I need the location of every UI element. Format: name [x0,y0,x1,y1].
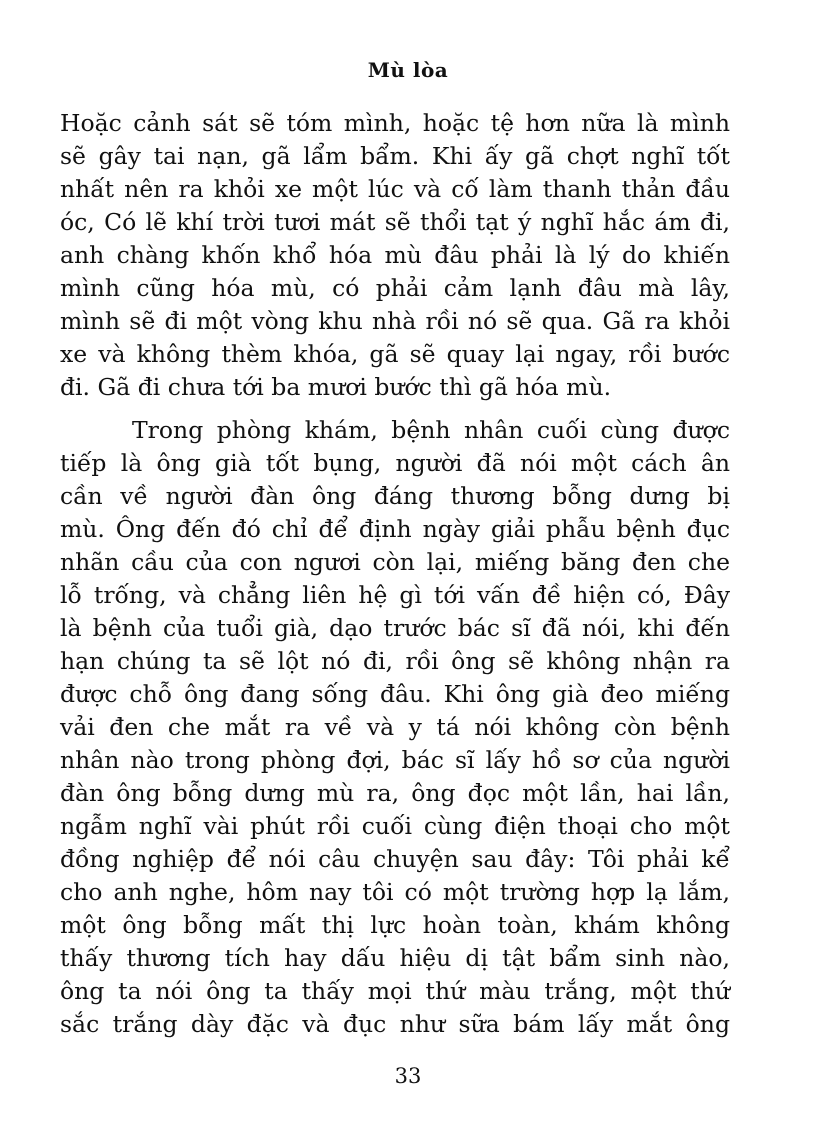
text-line: là bệnh của tuổi già, dạo trước bác sĩ đã nói, khi đến [60,614,730,642]
text-line: ông ta nói ông ta thấy mọi thứ màu trắng, một thứ [60,977,730,1005]
text-line: đàn ông bỗng dưng mù ra, ông đọc một lần, hai lần, [60,779,730,807]
text-line: đồng nghiệp để nói câu chuyện sau đây: Tôi phải kể [60,845,730,873]
text-line: vải đen che mắt ra về và y tá nói không còn bệnh [60,713,730,741]
text-line: nhất nên ra khỏi xe một lúc và cố làm thanh thản đầu [60,175,730,203]
text-line: óc, Có lẽ khí trời tươi mát sẽ thổi tạt ý nghĩ hắc ám đi, [60,208,730,236]
text-line: nhãn cầu của con ngươi còn lại, miếng băng đen che [60,548,730,576]
text-line: xe và không thèm khóa, gã sẽ quay lại ngay, rồi bước [60,340,730,368]
body-text [60,107,730,1041]
text-line: thấy thương tích hay dấu hiệu dị tật bẩm sinh nào, [60,944,730,972]
text-line: mình sẽ đi một vòng khu nhà rồi nó sẽ qua. Gã ra khỏi [60,307,730,335]
text-line: cho anh nghe, hôm nay tôi có một trường hợp lạ lắm, [60,878,730,906]
text-line: ngẫm nghĩ vài phút rồi cuối cùng điện thoại cho một [60,812,730,840]
text-line: sắc trắng dày đặc và đục như sữa bám lấy mắt ông [60,1010,730,1038]
text-line: mù. Ông đến đó chỉ để định ngày giải phẫu bệnh đục [60,515,730,543]
text-line: lỗ trống, và chẳng liên hệ gì tới vấn đề hiện có, Đây [60,581,730,609]
text-line: nhân nào trong phòng đợi, bác sĩ lấy hồ sơ của người [60,746,730,774]
text-line: một ông bỗng mất thị lực hoàn toàn, khám không [60,911,730,939]
paragraph-2 [60,414,730,1041]
text-line: anh chàng khốn khổ hóa mù đâu phải là lý do khiến [60,241,730,269]
text-line: Trong phòng khám, bệnh nhân cuối cùng được [132,416,730,444]
text-line: mình cũng hóa mù, có phải cảm lạnh đâu mà lây, [60,274,730,302]
text-line: hạn chúng ta sẽ lột nó đi, rồi ông sẽ không nhận ra [60,647,730,675]
paragraph-1 [60,107,730,404]
text-line: sẽ gây tai nạn, gã lẩm bẩm. Khi ấy gã chợt nghĩ tốt [60,142,730,170]
page-number: 33 [394,1064,422,1088]
text-line: tiếp là ông già tốt bụng, người đã nói một cách ân [60,449,730,477]
paragraph-gap [60,404,730,414]
text-line: cần về người đàn ông đáng thương bỗng dưng bị [60,482,730,510]
running-head: Mù lòa [367,58,449,82]
text-line: Hoặc cảnh sát sẽ tóm mình, hoặc tệ hơn nữa là mình [60,109,730,137]
text-line: đi. Gã đi chưa tới ba mươi bước thì gã hóa mù. [60,373,612,401]
text-line: được chỗ ông đang sống đâu. Khi ông già đeo miếng [60,680,730,708]
